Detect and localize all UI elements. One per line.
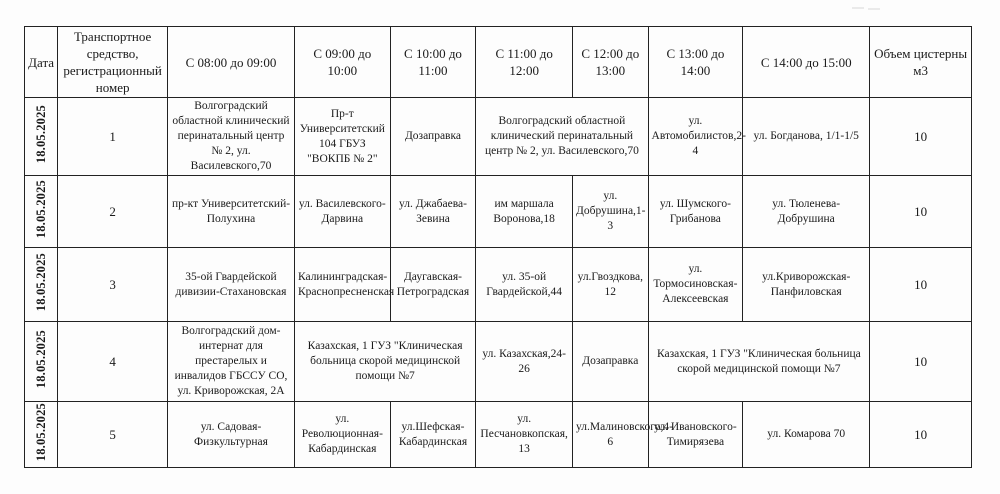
schedule-table (24, 26, 972, 468)
volume-cell: 10 (870, 98, 972, 176)
slot-cell: ул. Казахская,24-26 (476, 322, 573, 402)
slot-cell: Казахская, 1 ГУЗ "Клиническая больница скорой медицинской помощи №7 (294, 322, 475, 402)
slot-cell: ул. Василевского-Дарвина (294, 176, 390, 248)
volume-cell: 10 (870, 248, 972, 322)
header-slot-12-13: С 12:00 до 13:00 (573, 27, 649, 98)
header-slot-10-11: С 10:00 до 11:00 (390, 27, 476, 98)
vehicle-cell: 4 (58, 322, 168, 402)
slot-cell: 35-ой Гвардейской дивизии-Стахановская (168, 248, 295, 322)
date-cell (25, 322, 58, 402)
slot-cell: ул. Тюленева-Добрушина (743, 176, 870, 248)
date-cell (25, 176, 58, 248)
header-slot-13-14: С 13:00 до 14:00 (648, 27, 743, 98)
slot-cell: ул. Тормосиновская-Алексеевская (648, 248, 743, 322)
header-date: Дата (25, 27, 58, 98)
date-value: 18.05.2025 (33, 403, 48, 462)
slot-cell: ул. Песчановкопская, 13 (476, 402, 573, 468)
vehicle-cell: 2 (58, 176, 168, 248)
slot-cell: им маршала Воронова,18 (476, 176, 573, 248)
header-vehicle: Транспортное средство, регистрационный номер (58, 27, 168, 98)
header-slot-11-12: С 11:00 до 12:00 (476, 27, 573, 98)
slot-cell: ул. Добрушина,1-3 (573, 176, 649, 248)
date-cell (25, 98, 58, 176)
slot-cell: Дозаправка (390, 98, 476, 176)
slot-cell: ул. Джабаева-Зевина (390, 176, 476, 248)
date-cell (25, 402, 58, 468)
header-slot-14-15: С 14:00 до 15:00 (743, 27, 870, 98)
slot-cell: ул.Гвоздкова, 12 (573, 248, 649, 322)
header-slot-09-10: С 09:00 до 10:00 (294, 27, 390, 98)
slot-cell: ул. Садовая-Физкультурная (168, 402, 295, 468)
slot-cell: Пр-т Университетский 104 ГБУЗ "ВОКПБ № 2" (294, 98, 390, 176)
vehicle-cell: 1 (58, 98, 168, 176)
slot-cell: ул. Комарова 70 (743, 402, 870, 468)
slot-cell: пр-кт Университетский-Полухина (168, 176, 295, 248)
slot-cell: Казахская, 1 ГУЗ "Клиническая больница скорой медицинской помощи №7 (648, 322, 870, 402)
slot-cell: Волгоградский областной клинический перинатальный центр № 2, ул. Василевского,70 (476, 98, 648, 176)
table-row (25, 248, 972, 322)
slot-cell: ул. Богданова, 1/1-1/5 (743, 98, 870, 176)
header-volume: Объем цистерны м3 (870, 27, 972, 98)
slot-cell: ул.Криворожская-Панфиловская (743, 248, 870, 322)
slot-cell: ул.Шефская-Кабардинская (390, 402, 476, 468)
table-row (25, 402, 972, 468)
vehicle-cell: 3 (58, 248, 168, 322)
volume-cell: 10 (870, 402, 972, 468)
date-value: 18.05.2025 (33, 329, 48, 389)
slot-cell: Дозаправка (573, 322, 649, 402)
table-row (25, 322, 972, 402)
volume-cell: 10 (870, 176, 972, 248)
slot-cell: ул. Автомобилистов,2-4 (648, 98, 743, 176)
slot-cell: Калининградская-Краснопресненская (294, 248, 390, 322)
table-row (25, 176, 972, 248)
date-value: 18.05.2025 (33, 252, 48, 312)
header-slot-08-09: С 08:00 до 09:00 (168, 27, 295, 98)
scan-mark (852, 6, 880, 12)
date-value: 18.05.2025 (33, 179, 48, 239)
vehicle-cell: 5 (58, 402, 168, 468)
slot-cell: ул. Шумского-Грибанова (648, 176, 743, 248)
date-cell (25, 248, 58, 322)
slot-cell: ул. Ивановского-Тимирязева (648, 402, 743, 468)
table-row (25, 98, 972, 176)
slot-cell: ул. 35-ой Гвардейской,44 (476, 248, 573, 322)
slot-cell: Волгоградский областной клинический перинатальный центр № 2, ул. Василевского,70 (168, 98, 295, 176)
volume-cell: 10 (870, 322, 972, 402)
slot-cell: ул.Малиновского,4-6 (573, 402, 649, 468)
slot-cell: ул. Революционная-Кабардинская (294, 402, 390, 468)
slot-cell: Волгоградский дом-интернат для престарелых и инвалидов ГБССУ СО, ул. Криворожская, 2А (168, 322, 295, 402)
header-row (25, 27, 972, 98)
date-value: 18.05.2025 (33, 104, 48, 164)
slot-cell: Даугавская-Петроградская (390, 248, 476, 322)
